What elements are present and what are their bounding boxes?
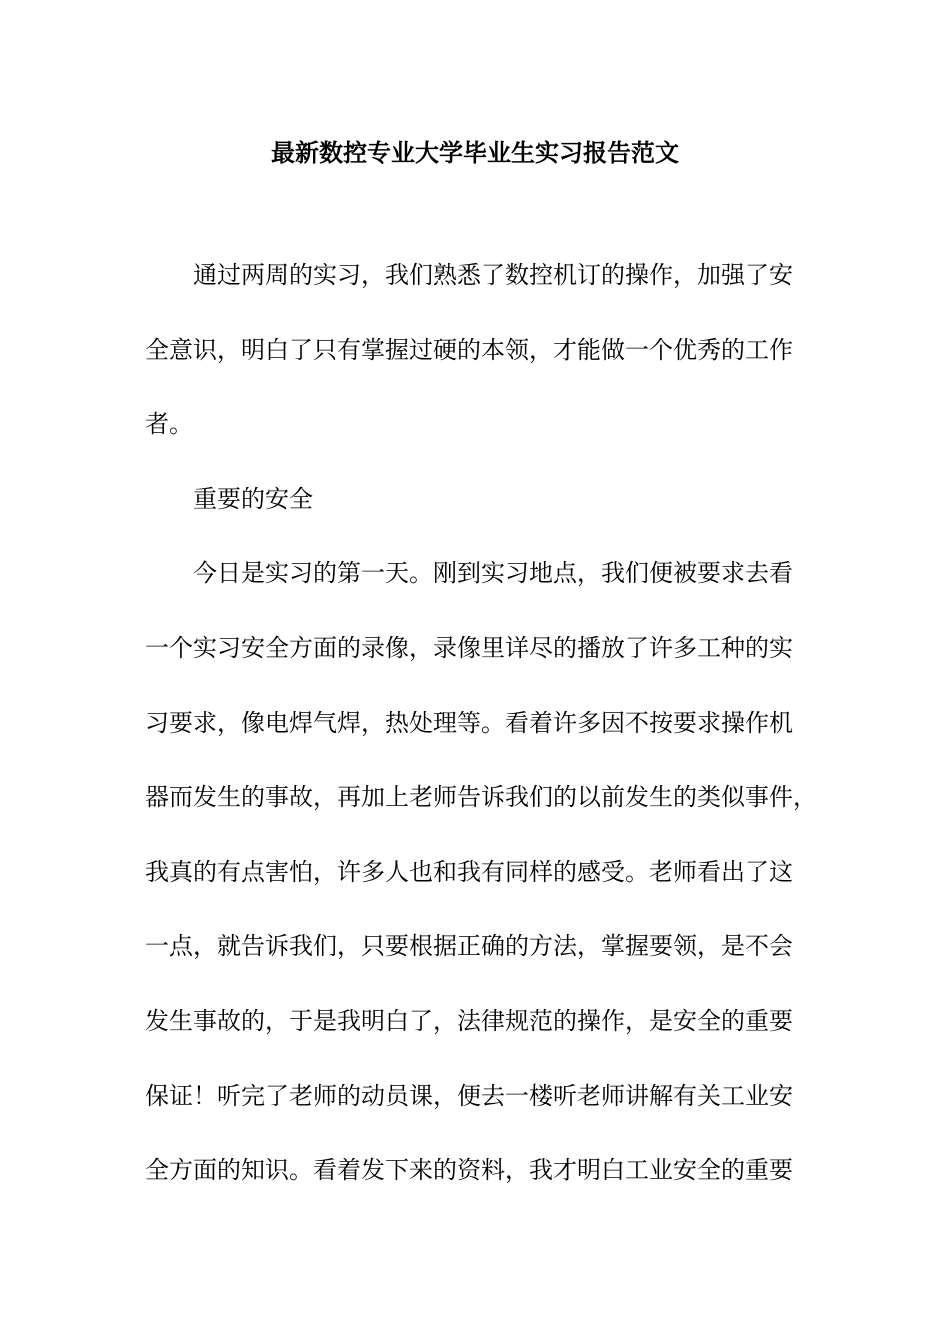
paragraph-line: 通过两周的实习，我们熟悉了数控机订的操作，加强了安 xyxy=(193,261,793,289)
paragraph-line: 一点，就告诉我们，只要根据正确的方法，掌握要领，是不会 xyxy=(145,932,793,960)
paragraph-line: 今日是实习的第一天。刚到实习地点，我们便被要求去看 xyxy=(193,559,793,587)
document-title: 最新数控专业大学毕业生实习报告范文 xyxy=(271,138,679,167)
paragraph-line: 全意识，明白了只有掌握过硬的本领，才能做一个优秀的工作 xyxy=(145,336,793,364)
paragraph-line: 习要求，像电焊气焊，热处理等。看着许多因不按要求操作机 xyxy=(145,709,793,737)
paragraph-line: 全方面的知识。看着发下来的资料，我才明白工业安全的重要 xyxy=(145,1156,793,1184)
paragraph-line: 一个实习安全方面的录像，录像里详尽的播放了许多工种的实 xyxy=(145,634,793,662)
paragraph-line: 者。 xyxy=(145,410,193,438)
paragraph-line: 发生事故的，于是我明白了，法律规范的操作，是安全的重要 xyxy=(145,1007,793,1035)
paragraph-line: 器而发生的事故，再加上老师告诉我们的以前发生的类似事件， xyxy=(145,783,817,811)
paragraph-line: 保证！听完了老师的动员课，便去一楼听老师讲解有关工业安 xyxy=(145,1082,793,1110)
section-heading: 重要的安全 xyxy=(193,485,313,513)
paragraph-line: 我真的有点害怕，许多人也和我有同样的感受。老师看出了这 xyxy=(145,858,793,886)
